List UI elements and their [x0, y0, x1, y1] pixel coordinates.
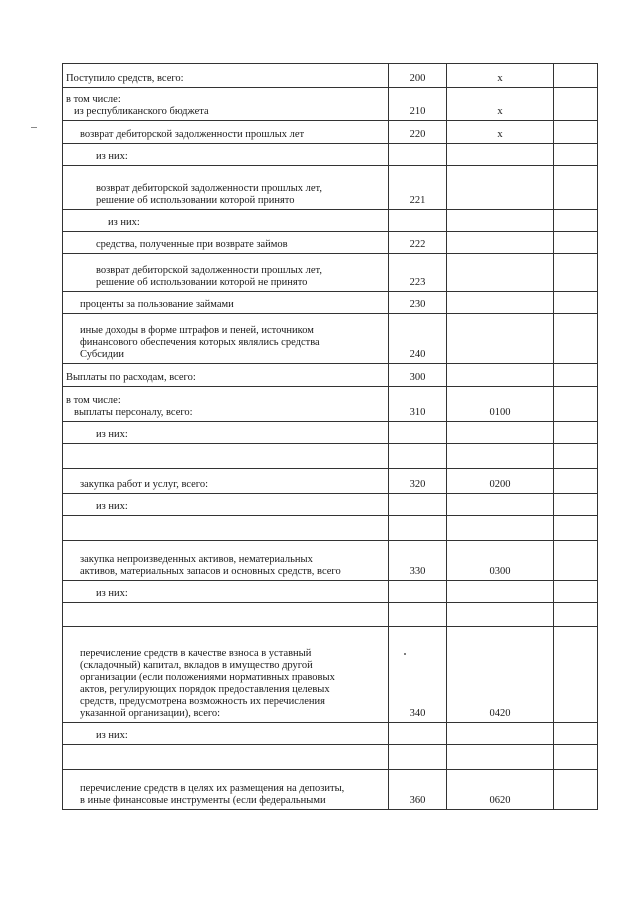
description-line: из республиканского бюджета	[74, 106, 209, 117]
row-kbk-code	[447, 603, 554, 627]
row-description	[63, 581, 389, 603]
row-description	[63, 292, 389, 314]
row-kbk-code: 0100	[447, 387, 554, 422]
row-description	[63, 494, 389, 516]
row-amount	[554, 723, 598, 745]
row-code	[389, 745, 447, 770]
row-amount	[554, 292, 598, 314]
description-line: в иные финансовые инструменты (если федеральными	[80, 795, 326, 806]
row-code: 360	[389, 770, 447, 810]
description-line: из них:	[108, 217, 140, 228]
row-amount	[554, 364, 598, 387]
row-amount	[554, 166, 598, 210]
row-amount	[554, 494, 598, 516]
description-line: (складочный) капитал, вкладов в имущество другой	[80, 660, 313, 671]
row-kbk-code	[447, 314, 554, 364]
row-code: 310	[389, 387, 447, 422]
row-kbk-code	[447, 232, 554, 254]
description-line: решение об использовании которой не принято	[96, 277, 308, 288]
row-description	[63, 770, 389, 810]
description-line: перечисление средств в целях их размещения на депозиты,	[80, 783, 345, 794]
row-code	[389, 444, 447, 469]
row-description	[63, 723, 389, 745]
financial-plan-table	[62, 63, 598, 810]
row-code: 240	[389, 314, 447, 364]
description-line: из них:	[96, 501, 128, 512]
description-line: закупка работ и услуг, всего:	[80, 479, 209, 490]
row-kbk-code: х	[447, 64, 554, 88]
table-row	[63, 254, 598, 292]
description-line: Субсидии	[80, 349, 125, 360]
row-kbk-code	[447, 745, 554, 770]
description-line: организации (если положениями нормативных правовых	[80, 672, 335, 683]
description-line: из них:	[96, 730, 128, 741]
description-line: указанной организации), всего:	[80, 708, 221, 719]
row-kbk-code	[447, 516, 554, 541]
row-code	[389, 210, 447, 232]
table-row	[63, 387, 598, 422]
row-kbk-code	[447, 166, 554, 210]
description-line: возврат дебиторской задолженности прошлых лет	[80, 129, 305, 140]
row-kbk-code	[447, 422, 554, 444]
row-description	[63, 422, 389, 444]
table-row	[63, 88, 598, 121]
row-kbk-code: 0420	[447, 627, 554, 723]
row-amount	[554, 254, 598, 292]
description-line	[66, 612, 385, 624]
table-row	[63, 770, 598, 810]
row-amount	[554, 64, 598, 88]
description-line: в том числе:	[66, 94, 121, 105]
description-line: средства, полученные при возврате займов	[96, 239, 288, 250]
row-amount	[554, 88, 598, 121]
row-code	[389, 422, 447, 444]
table-row	[63, 121, 598, 144]
row-amount	[554, 121, 598, 144]
row-description	[63, 254, 389, 292]
row-description	[63, 469, 389, 494]
row-description	[63, 516, 389, 541]
description-line	[66, 526, 385, 538]
row-code	[389, 603, 447, 627]
row-amount	[554, 144, 598, 166]
row-code: 223	[389, 254, 447, 292]
row-amount	[554, 627, 598, 723]
table-row	[63, 627, 598, 723]
description-line: финансового обеспечения которых являлись средства	[80, 337, 320, 348]
table-row	[63, 210, 598, 232]
row-code: 210	[389, 88, 447, 121]
table-row	[63, 144, 598, 166]
description-line: из них:	[96, 151, 128, 162]
row-description	[63, 603, 389, 627]
row-code	[389, 581, 447, 603]
table-row	[63, 723, 598, 745]
description-line: из них:	[96, 429, 128, 440]
row-code	[389, 494, 447, 516]
description-line: выплаты персоналу, всего:	[74, 407, 193, 418]
row-kbk-code: 0300	[447, 541, 554, 581]
row-code	[389, 516, 447, 541]
row-code: 200	[389, 64, 447, 88]
row-description	[63, 64, 389, 88]
row-description	[63, 745, 389, 770]
row-description	[63, 627, 389, 723]
margin-mark	[31, 127, 37, 128]
row-description	[63, 314, 389, 364]
row-kbk-code	[447, 254, 554, 292]
table-row	[63, 444, 598, 469]
row-code: 320	[389, 469, 447, 494]
row-amount	[554, 210, 598, 232]
row-code: 340	[389, 627, 447, 723]
description-line: перечисление средств в качестве взноса в уставный	[80, 648, 312, 659]
row-kbk-code: х	[447, 88, 554, 121]
table-row	[63, 314, 598, 364]
description-line: в том числе:	[66, 395, 121, 406]
row-kbk-code	[447, 494, 554, 516]
table-row	[63, 64, 598, 88]
description-line: возврат дебиторской задолженности прошлых лет,	[96, 183, 322, 194]
row-amount	[554, 314, 598, 364]
table-row	[63, 516, 598, 541]
row-amount	[554, 581, 598, 603]
row-amount	[554, 469, 598, 494]
row-kbk-code: 0200	[447, 469, 554, 494]
table-row	[63, 494, 598, 516]
row-kbk-code	[447, 144, 554, 166]
description-line	[66, 755, 385, 767]
description-line: актов, регулирующих порядок предоставления целевых	[80, 684, 330, 695]
row-kbk-code: 0620	[447, 770, 554, 810]
description-line: из них:	[96, 588, 128, 599]
table-row	[63, 745, 598, 770]
description-line: решение об использовании которой принято	[96, 195, 295, 206]
row-code: 330	[389, 541, 447, 581]
row-code: 221	[389, 166, 447, 210]
row-description	[63, 210, 389, 232]
row-amount	[554, 745, 598, 770]
row-description	[63, 232, 389, 254]
row-code: 222	[389, 232, 447, 254]
row-kbk-code	[447, 364, 554, 387]
description-line: Поступило средств, всего:	[66, 73, 184, 84]
row-amount	[554, 444, 598, 469]
table-row	[63, 581, 598, 603]
row-amount	[554, 603, 598, 627]
table-row	[63, 166, 598, 210]
description-line: активов, материальных запасов и основных средств, всего	[80, 566, 341, 577]
row-amount	[554, 232, 598, 254]
row-code	[389, 144, 447, 166]
row-kbk-code	[447, 292, 554, 314]
table-row	[63, 603, 598, 627]
table-row	[63, 422, 598, 444]
row-description	[63, 88, 389, 121]
row-code: 300	[389, 364, 447, 387]
row-description	[63, 541, 389, 581]
table-row	[63, 292, 598, 314]
row-description	[63, 387, 389, 422]
description-line: закупка непроизведенных активов, нематериальных	[80, 554, 313, 565]
row-kbk-code	[447, 210, 554, 232]
row-amount	[554, 422, 598, 444]
row-code: 230	[389, 292, 447, 314]
table-row	[63, 469, 598, 494]
description-line	[66, 454, 385, 466]
row-amount	[554, 770, 598, 810]
table-row	[63, 364, 598, 387]
description-line: средств, предусмотрена возможность их перечисления	[80, 696, 325, 707]
row-kbk-code	[447, 444, 554, 469]
description-line: возврат дебиторской задолженности прошлых лет,	[96, 265, 322, 276]
row-amount	[554, 516, 598, 541]
description-line: иные доходы в форме штрафов и пеней, источником	[80, 325, 314, 336]
table-row	[63, 541, 598, 581]
table-row	[63, 232, 598, 254]
row-description	[63, 121, 389, 144]
row-code	[389, 723, 447, 745]
row-kbk-code	[447, 723, 554, 745]
row-kbk-code: х	[447, 121, 554, 144]
description-line: Выплаты по расходам, всего:	[66, 372, 196, 383]
description-line: проценты за пользование займами	[80, 299, 234, 310]
row-description	[63, 364, 389, 387]
row-amount	[554, 541, 598, 581]
row-description	[63, 166, 389, 210]
row-description	[63, 144, 389, 166]
row-description	[63, 444, 389, 469]
row-amount	[554, 387, 598, 422]
row-kbk-code	[447, 581, 554, 603]
row-code: 220	[389, 121, 447, 144]
